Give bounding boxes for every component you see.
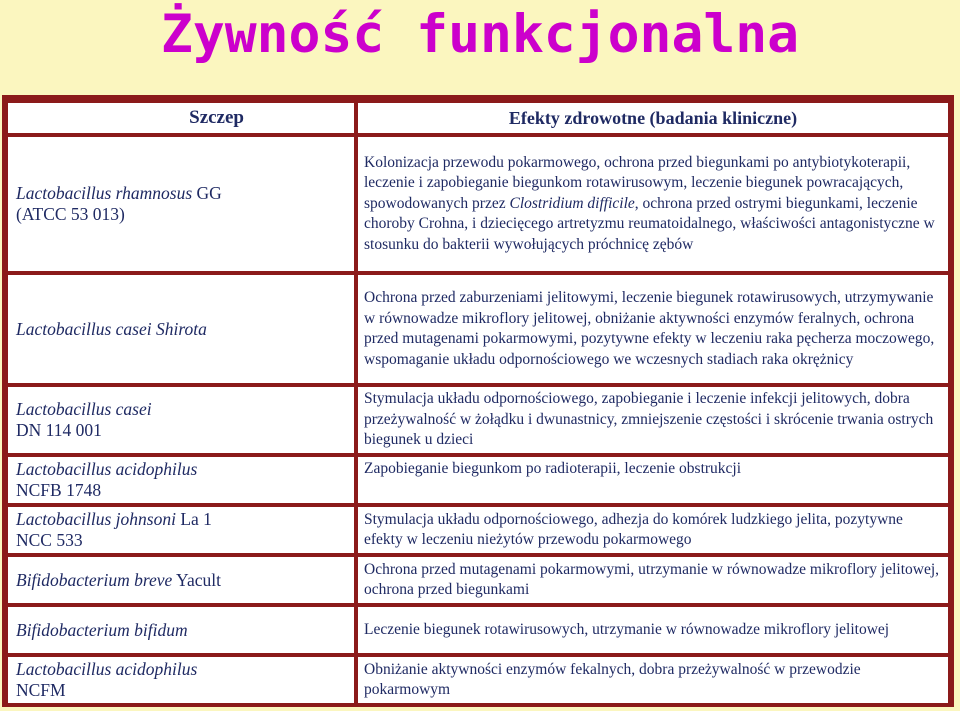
effect-text: Leczenie biegunek rotawirusowych, utrzymanie w równowadze mikroflory jelitowej	[364, 620, 890, 638]
strain-cell	[8, 457, 358, 503]
strain-code: NCC 533	[16, 530, 83, 550]
strain-code: (ATCC 53 013)	[16, 204, 125, 224]
table-row	[8, 557, 948, 603]
table-row	[8, 457, 948, 503]
effect-cell	[358, 137, 948, 271]
strain-cell	[8, 137, 358, 271]
effect-text: Obniżanie aktywności enzymów fekalnych, dobra przeżywalność w przewodzie pokarmowym	[364, 660, 861, 698]
effect-text: Kolonizacja przewodu pokarmowego, ochrona przed biegunkami po antybiotykoterapii, leczenie i zapobieganie biegunkom rotawirusowym, leczenie biegunek powracających, spowodowanych przez	[364, 153, 911, 212]
header-effects: Efekty zdrowotne (badania kliniczne)	[358, 103, 948, 133]
strain-name: Lactobacillus johnsoni	[16, 509, 176, 529]
effect-cell	[358, 457, 948, 503]
table-header-row	[8, 103, 948, 133]
effect-text: Stymulacja układu odpornościowego, adhezja do komórek ludzkiego jelita, pozytywne efekty w leczeniu nieżytów przewodu pokarmowego	[364, 510, 903, 548]
effect-cell	[358, 275, 948, 383]
page-title: Żywność funkcjonalna	[160, 4, 800, 65]
strain-cell	[8, 507, 358, 553]
strain-suffix: Yacult	[172, 569, 221, 590]
table-row	[8, 275, 948, 383]
strain-cell	[8, 387, 358, 453]
effect-text: Ochrona przed mutagenami pokarmowymi, utrzymanie w równowadze mikroflory jelitowej, ochrona przed biegunkami	[364, 560, 940, 598]
table-frame	[2, 95, 954, 707]
header-strain: Szczep	[8, 103, 358, 133]
table-row	[8, 607, 948, 653]
table-row	[8, 657, 948, 703]
strain-name: Bifidobacterium bifidum	[16, 619, 188, 640]
strain-suffix: La 1	[175, 509, 212, 529]
effect-cell	[358, 387, 948, 453]
strain-name: Lactobacillus casei Shirota	[16, 318, 207, 339]
effect-cell	[358, 657, 948, 703]
strain-name: Lactobacillus rhamnosus	[16, 183, 193, 203]
strain-cell	[8, 607, 358, 653]
effect-cell	[358, 607, 948, 653]
strain-code: NCFM	[16, 680, 66, 700]
effect-text: Ochrona przed zaburzeniami jelitowymi, leczenie biegunek rotawirusowych, utrzymywanie w równowadze mikroflory jelitowej, obniżanie aktywności enzymów feralnych, ochrona przed mutagenami pokarmowymi, pozytywne efekty w leczeniu raka pęcherza moczowego, wspomaganie układu odpornościowego we wczesnych stadiach raka okrężnicy	[364, 289, 935, 368]
strain-name: Lactobacillus acidophilus	[16, 459, 198, 479]
strain-cell	[8, 275, 358, 383]
table-row	[8, 387, 948, 453]
effect-italic-text: Clostridium difficile	[509, 194, 635, 212]
effect-cell	[358, 557, 948, 603]
effect-text: Stymulacja układu odpornościowego, zapobieganie i leczenie infekcji jelitowych, dobra przeżywalność w żołądku i dwunastnicy, zmniejszenie częstości i skrócenie trwania ostrych biegunek u dzieci	[364, 390, 934, 449]
strain-cell	[8, 557, 358, 603]
effect-text-continued: , ochrona przed ostrymi biegunkami, leczenie choroby Crohna, i dziecięcego artretyzmu reumatoidalnego, właściwości antagonistyczne w stosunku do bakterii wywołujących próchnicę zębów	[364, 194, 935, 253]
strain-name: Lactobacillus casei	[16, 399, 152, 419]
strain-code: NCFB 1748	[16, 480, 102, 500]
strain-name: Lactobacillus acidophilus	[16, 659, 198, 679]
table-row	[8, 137, 948, 271]
effect-cell	[358, 507, 948, 553]
strain-code: DN 114 001	[16, 420, 102, 440]
probiotics-table	[8, 99, 948, 707]
effect-text: Zapobieganie biegunkom po radioterapii, leczenie obstrukcji	[364, 460, 742, 477]
strain-name: Bifidobacterium breve	[16, 569, 173, 590]
strain-suffix: GG	[192, 183, 222, 203]
strain-cell	[8, 657, 358, 703]
table-row	[8, 507, 948, 553]
